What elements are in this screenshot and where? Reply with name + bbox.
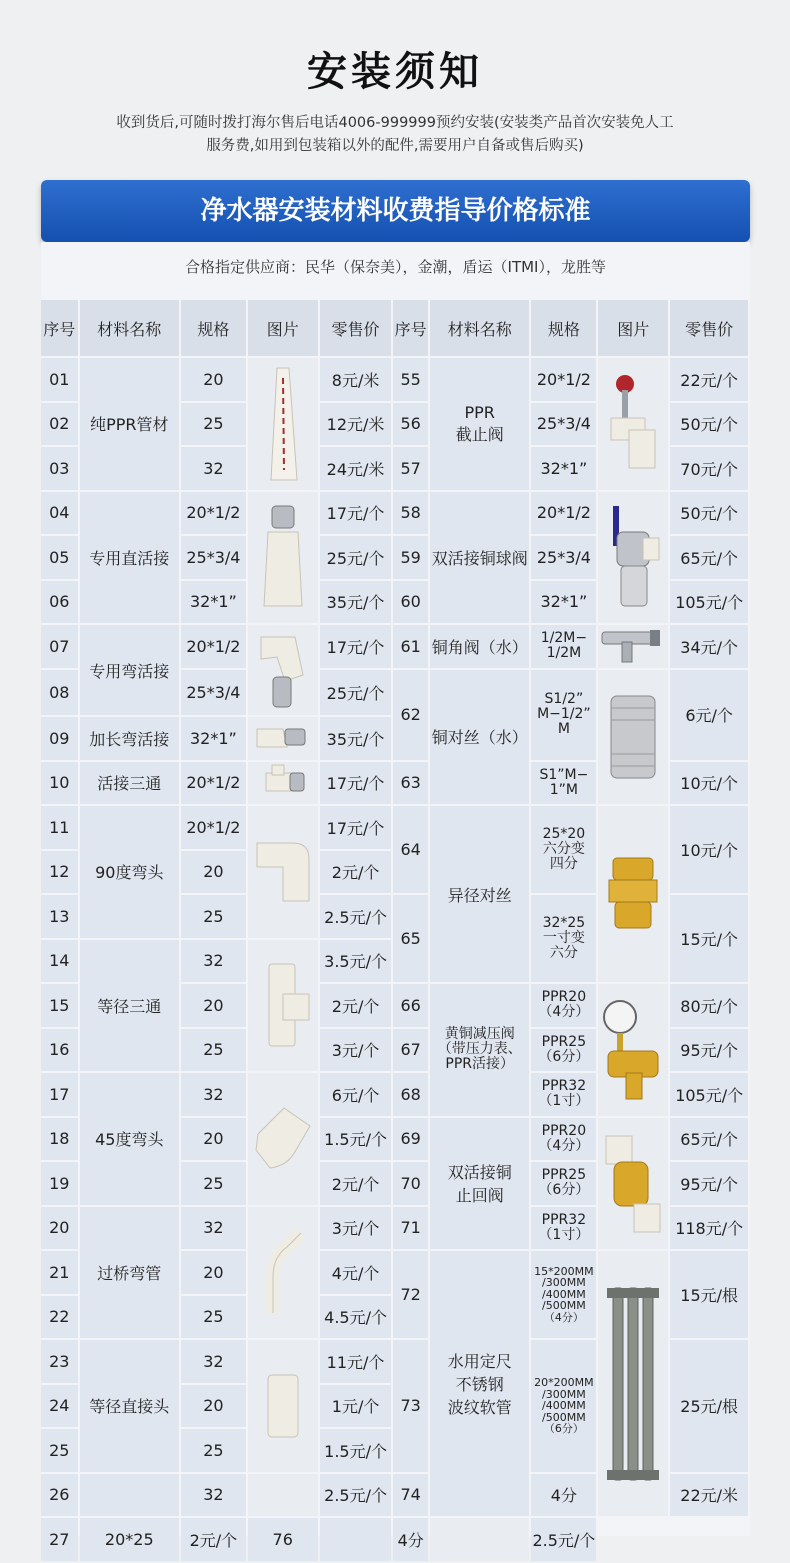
retail-price: 3元/个 [320,1029,392,1072]
product-image [598,625,668,668]
spec: 25*3/4 [181,536,246,579]
spec: PPR20 （4分） [531,1118,596,1161]
spec: 20 [181,1385,246,1428]
material-name: 铜对丝（水） [430,670,530,805]
retail-price: 3.5元/个 [320,940,392,983]
retail-price: 34元/个 [670,625,748,668]
row-number: 08 [41,670,78,716]
bridge-bend-icon [248,1227,318,1317]
retail-price: 65元/个 [670,536,748,579]
table-row [41,1518,748,1561]
material-name: 异径对丝 [430,806,530,982]
spec: 20*1/2 [181,806,246,849]
spec: 4分 [393,1518,428,1561]
retail-price: 35元/个 [320,717,392,760]
spec: 32 [181,1073,246,1116]
material-name: 90度弯头 [80,806,180,938]
product-image [430,1518,530,1561]
row-number: 69 [393,1118,428,1161]
spec: 4分 [531,1474,596,1517]
row-number: 71 [393,1207,428,1250]
retail-price: 15元/根 [670,1251,748,1338]
retail-price: 3元/个 [320,1207,392,1250]
retail-price: 25元/个 [320,670,392,716]
row-number: 06 [41,581,78,624]
retail-price: 4元/个 [320,1251,392,1294]
material-name [80,1474,180,1517]
product-image [598,492,668,624]
retail-price: 2元/个 [181,1518,246,1561]
spec: 20*1/2 [531,358,596,401]
row-number: 72 [393,1251,428,1338]
row-number: 11 [41,806,78,849]
material-name: 专用直活接 [80,492,180,624]
retail-price: 22元/个 [670,358,748,401]
spec: 25*20 六分变 四分 [531,806,596,893]
retail-price: 2元/个 [320,851,392,894]
product-image [598,358,668,490]
retail-price: 6元/个 [320,1073,392,1116]
spec: 32*1” [181,581,246,624]
retail-price: 17元/个 [320,806,392,849]
spec: 25 [181,1029,246,1072]
page-title: 安装须知 [307,49,483,95]
spec: 20*1/2 [181,762,246,805]
row-number: 70 [393,1162,428,1205]
header-cell: 材料名称 [80,300,180,356]
install-notice [60,112,730,158]
header-cell: 材料名称 [430,300,530,356]
retail-price: 10元/个 [670,762,748,805]
material-name: 活接三通 [80,762,180,805]
row-number: 56 [393,403,428,446]
elbow-45-icon [248,1104,318,1174]
row-number: 68 [393,1073,428,1116]
table-row [41,358,748,401]
retail-price: 118元/个 [670,1207,748,1250]
row-number: 27 [41,1518,78,1561]
retail-price: 65元/个 [670,1118,748,1161]
product-image [248,1073,318,1205]
spec: 32 [181,1340,246,1383]
long-elbow-icon [248,723,318,753]
row-number: 21 [41,1251,78,1294]
material-name: 等径三通 [80,940,180,1072]
material-name: PPR 截止阀 [430,358,530,490]
spec: 25 [181,403,246,446]
row-number: 25 [41,1429,78,1472]
material-name: 专用弯活接 [80,625,180,715]
material-name: 双活接铜球阀 [430,492,530,624]
price-standard-banner: 净水器安装材料收费指导价格标准 [41,180,750,242]
product-image [248,762,318,805]
spec: 32 [181,1207,246,1250]
retail-price: 95元/个 [670,1162,748,1205]
stop-valve-icon [598,374,668,474]
header-cell: 序号 [41,300,78,356]
header-cell: 零售价 [320,300,392,356]
row-number: 17 [41,1073,78,1116]
retail-price: 1元/个 [320,1385,392,1428]
product-image [248,717,318,760]
retail-price: 1.5元/个 [320,1429,392,1472]
retail-price: 24元/米 [320,447,392,490]
spec: 25*3/4 [531,403,596,446]
row-number: 60 [393,581,428,624]
retail-price: 80元/个 [670,984,748,1027]
retail-price: 6元/个 [670,670,748,760]
retail-price: 105元/个 [670,1073,748,1116]
spec: 20 [181,851,246,894]
spec: 15*200MM /300MM /400MM /500MM （4分） [531,1251,596,1338]
retail-price: 105元/个 [670,581,748,624]
spec: PPR20 （4分） [531,984,596,1027]
union-tee-icon [248,763,318,803]
straight-coupling-icon [248,1371,318,1441]
nipple-icon [598,692,668,782]
row-number: 66 [393,984,428,1027]
product-image [248,1340,318,1472]
spec: 20*200MM /300MM /400MM /500MM （6分） [531,1340,596,1472]
spec: 32*1” [181,717,246,760]
spec: 20 [181,1251,246,1294]
row-number: 55 [393,358,428,401]
retail-price: 8元/米 [320,358,392,401]
table-row [41,625,748,668]
row-number: 23 [41,1340,78,1383]
material-name: 过桥弯管 [80,1207,180,1339]
elbow-90-icon [248,837,318,907]
retail-price: 2.5元/个 [531,1518,596,1561]
row-number: 13 [41,895,78,938]
spec: PPR25 （6分） [531,1029,596,1072]
spec: 20*25 [80,1518,180,1561]
braided-hose-icon [598,1284,668,1484]
install-notice-line-1: 收到货后,可随时拨打海尔售后电话4006-999999预约安装(安装类产品首次安装免人工 [116,115,674,131]
spec: 20 [181,1118,246,1161]
material-name: 黄铜减压阀 （带压力表、 PPR活接） [430,984,530,1116]
spec: 20*1/2 [181,492,246,535]
product-image [598,984,668,1116]
material-name: 铜角阀（水） [430,625,530,668]
spec: 25 [181,1296,246,1339]
spec: 25 [181,895,246,938]
spec: 1/2M− 1/2M [531,625,596,668]
row-number: 58 [393,492,428,535]
angle-valve-icon [598,626,668,666]
row-number: 65 [393,895,428,982]
retail-price: 10元/个 [670,806,748,893]
row-number: 19 [41,1162,78,1205]
header-cell: 规格 [531,300,596,356]
retail-price: 17元/个 [320,762,392,805]
material-name: 等径直接头 [80,1340,180,1472]
row-number: 74 [393,1474,428,1517]
row-number: 09 [41,717,78,760]
retail-price: 4.5元/个 [320,1296,392,1339]
product-image [248,492,318,624]
ball-valve-icon [598,502,668,612]
table-row [41,806,748,849]
row-number: 63 [393,762,428,805]
spec: 25*3/4 [531,536,596,579]
pressure-reducing-valve-icon [598,995,668,1105]
table-row [41,492,748,535]
row-number: 62 [393,670,428,760]
retail-price: 15元/个 [670,895,748,982]
spec: 32 [181,447,246,490]
spec: PPR32 （1寸） [531,1207,596,1250]
retail-price: 50元/个 [670,403,748,446]
spec: 32*1” [531,581,596,624]
spec: 20 [181,358,246,401]
retail-price: 50元/个 [670,492,748,535]
header-cell: 序号 [393,300,428,356]
price-table [39,298,750,1563]
retail-price: 22元/米 [670,1474,748,1517]
header-cell: 零售价 [670,300,748,356]
row-number: 20 [41,1207,78,1250]
spec: 32 [181,1474,246,1517]
product-image [248,625,318,715]
product-image [598,1118,668,1250]
row-number: 73 [393,1340,428,1472]
spec: S1”M− 1”M [531,762,596,805]
retail-price: 17元/个 [320,625,392,668]
retail-price: 25元/根 [670,1340,748,1472]
row-number: 03 [41,447,78,490]
header-cell: 图片 [598,300,668,356]
spec: 32 [181,940,246,983]
row-number: 24 [41,1385,78,1428]
install-notice-line-2: 服务费,如用到包装箱以外的配件,需要用户自备或售后购买) [206,138,584,154]
retail-price: 95元/个 [670,1029,748,1072]
product-image [248,806,318,938]
product-image [598,1251,668,1516]
elbow-union-icon [248,625,318,715]
spec: 32*25 一寸变 六分 [531,895,596,982]
spec: PPR25 （6分） [531,1162,596,1205]
straight-union-icon [248,502,318,612]
table-header-row [41,300,748,356]
row-number: 07 [41,625,78,668]
product-image [248,940,318,1072]
retail-price: 1.5元/个 [320,1118,392,1161]
row-number: 01 [41,358,78,401]
row-number: 10 [41,762,78,805]
retail-price: 12元/米 [320,403,392,446]
retail-price: 2.5元/个 [320,1474,392,1517]
spec: 32*1” [531,447,596,490]
material-name: 双活接铜 止回阀 [430,1118,530,1250]
material-name [320,1518,392,1561]
retail-price: 2元/个 [320,984,392,1027]
ppr-pipe-icon [248,364,318,484]
row-number: 26 [41,1474,78,1517]
material-name: 45度弯头 [80,1073,180,1205]
spec: PPR32 （1寸） [531,1073,596,1116]
row-number: 22 [41,1296,78,1339]
spec: S1/2” M−1/2” M [531,670,596,760]
row-number: 76 [248,1518,318,1561]
retail-price: 70元/个 [670,447,748,490]
product-image [248,1207,318,1339]
row-number: 64 [393,806,428,893]
row-number: 59 [393,536,428,579]
retail-price: 25元/个 [320,536,392,579]
supplier-note: 合格指定供应商：民华（保奈美），金潮，盾运（ITMI），龙胜等 [185,258,606,276]
row-number: 02 [41,403,78,446]
header-cell: 图片 [248,300,318,356]
row-number: 04 [41,492,78,535]
retail-price: 17元/个 [320,492,392,535]
spec: 20*1/2 [181,625,246,668]
material-name: 水用定尺 不锈钢 波纹软管 [430,1251,530,1516]
retail-price: 2元/个 [320,1162,392,1205]
retail-price: 11元/个 [320,1340,392,1383]
product-image [248,358,318,490]
header-cell: 规格 [181,300,246,356]
row-number: 16 [41,1029,78,1072]
spec: 25 [181,1162,246,1205]
reducing-nipple-icon [598,854,668,934]
equal-tee-icon [248,960,318,1050]
material-name: 纯PPR管材 [80,358,180,490]
retail-price: 2.5元/个 [320,895,392,938]
check-valve-icon [598,1128,668,1238]
product-image [248,1474,318,1517]
material-name: 加长弯活接 [80,717,180,760]
product-image [598,670,668,805]
row-number: 14 [41,940,78,983]
retail-price: 35元/个 [320,581,392,624]
spec: 25 [181,1429,246,1472]
spec: 20*1/2 [531,492,596,535]
row-number: 18 [41,1118,78,1161]
row-number: 57 [393,447,428,490]
row-number: 05 [41,536,78,579]
row-number: 15 [41,984,78,1027]
product-image [598,806,668,982]
row-number: 12 [41,851,78,894]
row-number: 61 [393,625,428,668]
price-table-card [41,242,750,1550]
row-number: 67 [393,1029,428,1072]
spec: 20 [181,984,246,1027]
spec: 25*3/4 [181,670,246,716]
